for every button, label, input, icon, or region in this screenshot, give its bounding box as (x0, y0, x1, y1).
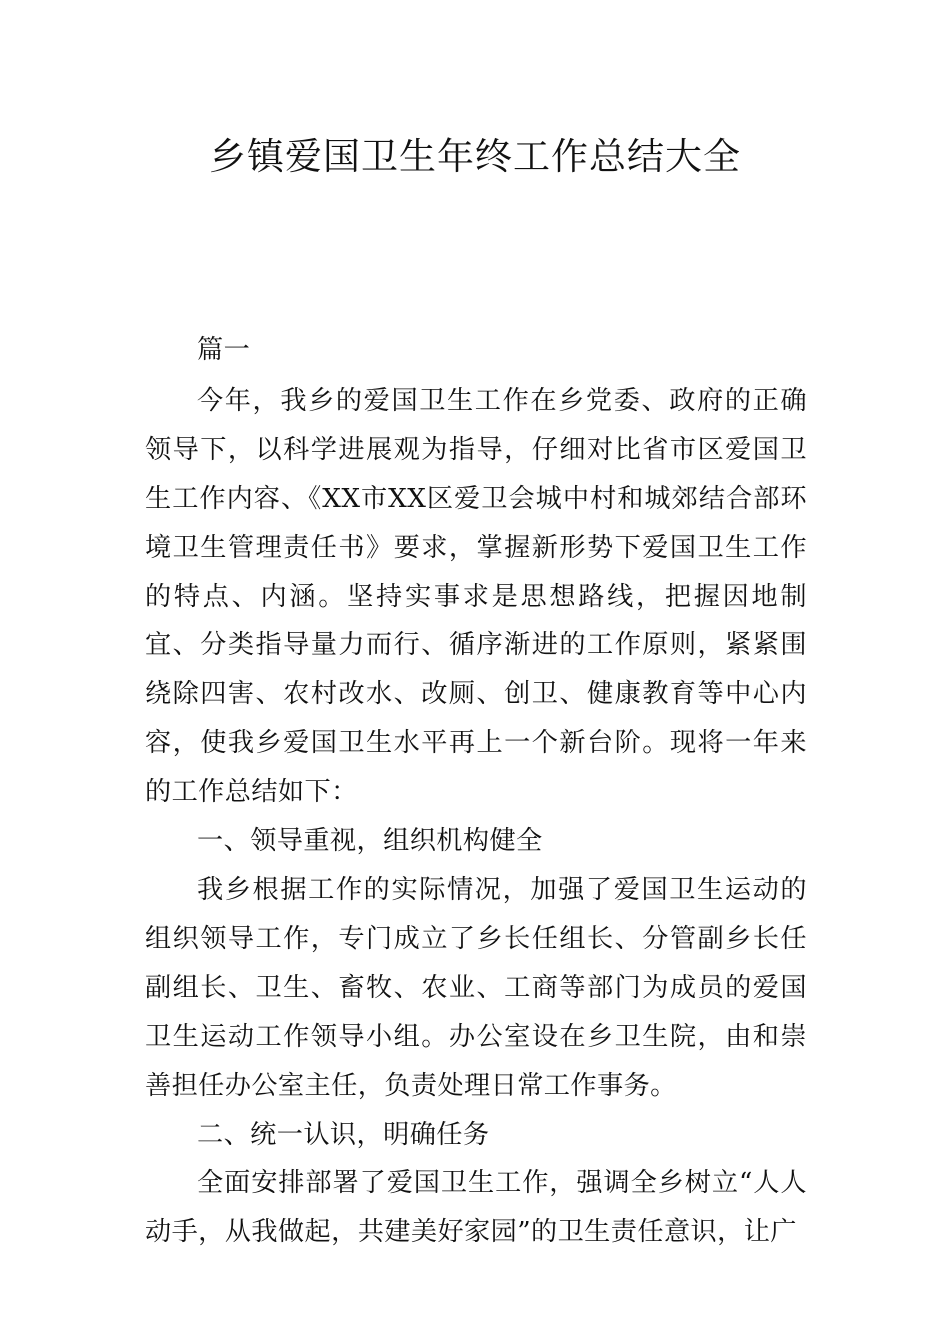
section-label: 篇一 (197, 335, 251, 365)
document-body (145, 326, 807, 1257)
section-heading-2: 二、统一认识，明确任务 (197, 1119, 490, 1150)
section-2-paragraph: 全面安排部署了爱国卫生工作，强调全乡树立“人人动手，从我做起，共建美好家园”的卫生责任意识，让广 (145, 1168, 807, 1248)
document-title: 乡镇爱国卫生年终工作总结大全 (209, 135, 741, 178)
section-1-paragraph: 我乡根据工作的实际情况，加强了爱国卫生运动的组织领导工作，专门成立了乡长任组长、分管副乡长任副组长、卫生、畜牧、农业、工商等部门为成员的爱国卫生运动工作领导小组。办公室设在乡卫生院，由和崇善担任办公室主任，负责处理日常工作事务。 (145, 874, 807, 1101)
section-heading-1: 一、领导重视，组织机构健全 (197, 826, 543, 857)
intro-paragraph: 今年，我乡的爱国卫生工作在乡党委、政府的正确领导下，以科学进展观为指导，仔细对比省市区爱国卫生工作内容、《XX市XX区爱卫会城中村和城郊结合部环境卫生管理责任书》要求，掌握新形势下爱国卫生工作的特点、内涵。坚持实事求是思想路线，把握因地制宜、分类指导量力而行、循序渐进的工作原则，紧紧围绕除四害、农村改水、改厕、创卫、健康教育等中心内容，使我乡爱国卫生水平再上一个新台阶。现将一年来的工作总结如下： (145, 385, 807, 808)
